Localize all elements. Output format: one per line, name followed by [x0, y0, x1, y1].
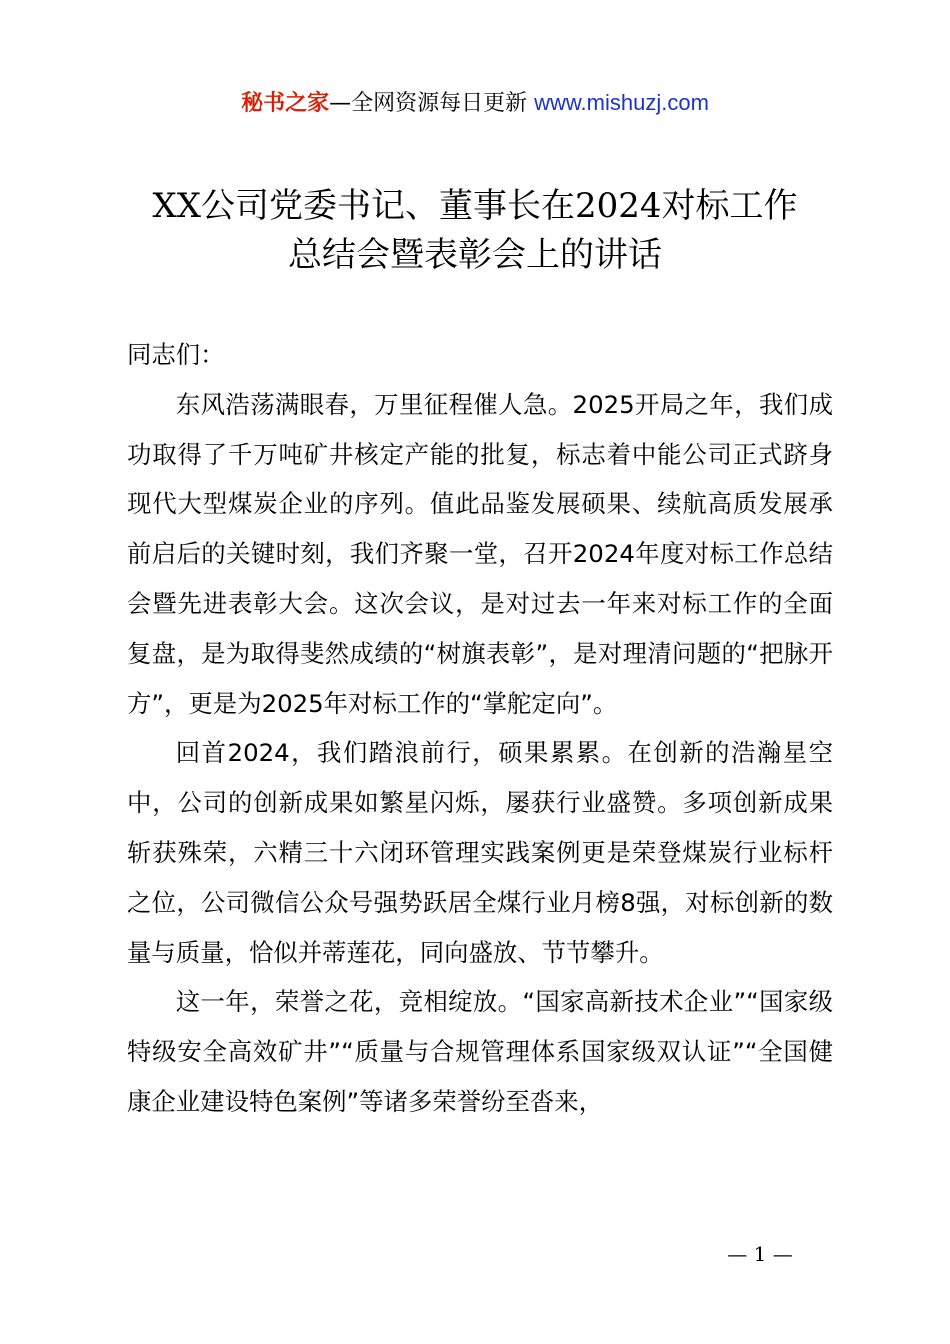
document-title [100, 182, 850, 280]
site-header [0, 88, 950, 119]
brand-name: 秘书之家 [241, 91, 330, 116]
paragraph-3: 这一年，荣誉之花，竞相绽放。“国家高新技术企业”“国家级特级安全高效矿井”“质量与合规管理体系国家级双认证”“全国健康企业建设特色案例”等诸多荣誉纷至沓来， [127, 987, 833, 1116]
paragraph-2: 回首2024，我们踏浪前行，硕果累累。在创新的浩瀚星空中，公司的创新成果如繁星闪烁，屡获行业盛赞。多项创新成果斩获殊荣，六精三十六闭环管理实践案例更是荣登煤炭行业标杆之位，公司微信公众号强势跃居全煤行业月榜8强，对标创新的数量与质量，恰似并蒂莲花，同向盛放、节节攀升。 [127, 738, 833, 967]
page-number: — 1 — [727, 1242, 793, 1266]
header-slogan: —全网资源每日更新 [329, 91, 535, 116]
title-line-1: XX公司党委书记、董事长在2024对标工作 [152, 186, 798, 226]
document-body [127, 330, 833, 1127]
paragraph-1: 东风浩荡满眼春，万里征程催人急。2025开局之年，我们成功取得了千万吨矿井核定产能的批复，标志着中能公司正式跻身现代大型煤炭企业的序列。值此品鉴发展硕果、续航高质发展承前启后的关键时刻，我们齐聚一堂，召开2024年度对标工作总结会暨先进表彰大会。这次会议，是对过去一年来对标工作的全面复盘，是为取得斐然成绩的“树旗表彰”，是对理清问题的“把脉开方”，更是为2025年对标工作的“掌舵定向”。 [127, 389, 833, 718]
salutation: 同志们： [127, 340, 225, 369]
site-url-link[interactable]: www.mishuzj.com [534, 90, 709, 115]
title-line-2: 总结会暨表彰会上的讲话 [288, 235, 662, 275]
